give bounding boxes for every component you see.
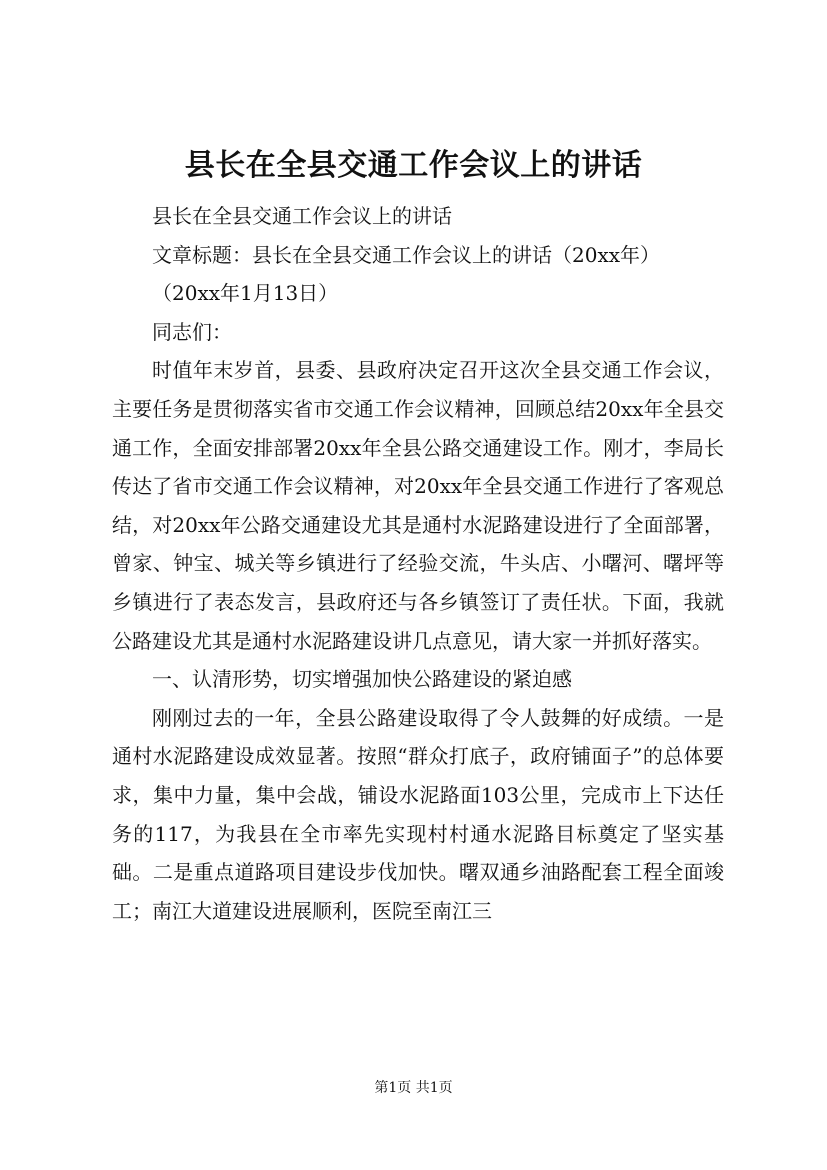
paragraph-date: （20xx年1月13日） [152, 281, 339, 306]
document-body [112, 197, 724, 930]
paragraph-article-title: 文章标题：县长在全县交通工作会议上的讲话（20xx年） [152, 242, 661, 267]
paragraph-intro: 时值年末岁首，县委、县政府决定召开这次全县交通工作会议，主要任务是贯彻落实省市交通工作会议精神，回顾总结20xx年全县交通工作，全面安排部署20xx年全县公路交通建设工作。刚才，李局长传达了省市交通工作会议精神，对20xx年全县交通工作进行了客观总结，对20xx年公路交通建设尤其是通村水泥路建设进行了全面部署，曾家、钟宝、城关等乡镇进行了经验交流，牛头店、小曙河、曙坪等乡镇进行了表态发言，县政府还与各乡镇签订了责任状。下面，我就公路建设尤其是通村水泥路建设讲几点意见，请大家一并抓好落实。 [112, 358, 724, 653]
paragraph-section-1: 刚刚过去的一年，全县公路建设取得了令人鼓舞的好成绩。一是通村水泥路建设成效显著。按照“群众打底子，政府铺面子”的总体要求，集中力量，集中会战，铺设水泥路面103公里，完成市上下达任务的117，为我县在全市率先实现村村通水泥路目标奠定了坚实基础。二是重点道路项目建设步伐加快。曙双通乡油路配套工程全面竣工；南江大道建设进展顺利，医院至南江三 [112, 705, 724, 923]
paragraph-subtitle: 县长在全县交通工作会议上的讲话 [152, 204, 452, 228]
page-footer: 第1页 共1页 [374, 1080, 453, 1096]
document-title: 县长在全县交通工作会议上的讲话 [184, 148, 643, 183]
paragraph-salutation: 同志们： [152, 319, 232, 344]
section-heading-1: 一、认清形势，切实增强加快公路建设的紧迫感 [152, 667, 572, 692]
